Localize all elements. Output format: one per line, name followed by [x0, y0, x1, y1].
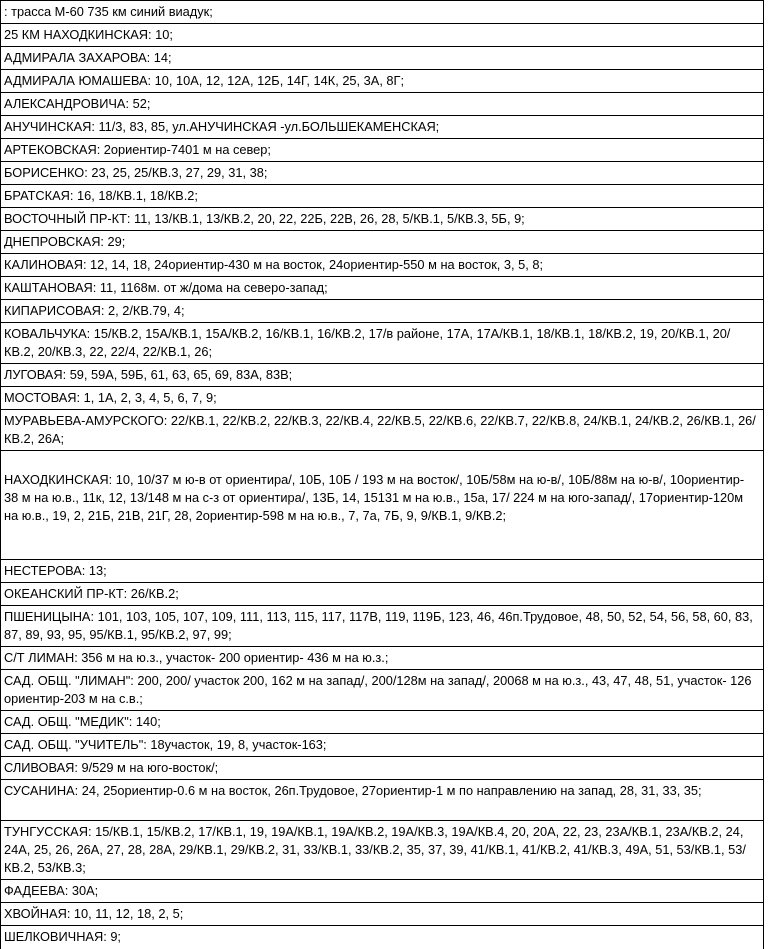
- table-row: АЛЕКСАНДРОВИЧА: 52;: [1, 93, 763, 116]
- table-row: АНУЧИНСКАЯ: 11/3, 83, 85, ул.АНУЧИНСКАЯ -ул.БОЛЬШЕКАМЕНСКАЯ;: [1, 116, 763, 139]
- table-row: 25 КМ НАХОДКИНСКАЯ: 10;: [1, 24, 763, 47]
- table-row: НЕСТЕРОВА: 13;: [1, 560, 763, 583]
- table-row: АДМИРАЛА ЗАХАРОВА: 14;: [1, 47, 763, 70]
- table-row: КИПАРИСОВАЯ: 2, 2/КВ.79, 4;: [1, 300, 763, 323]
- table-row: КОВАЛЬЧУКА: 15/КВ.2, 15А/КВ.1, 15А/КВ.2, 16/КВ.1, 16/КВ.2, 17/в районе, 17А, 17А/КВ.1, 18/КВ.1, 18/КВ.2, 19, 20/КВ.1, 20/КВ.2, 20/КВ.3, 22, 22/4, 22/КВ.1, 26;: [1, 323, 763, 364]
- table-row: ШЕЛКОВИЧНАЯ: 9;: [4, 929, 121, 944]
- table-row: БРАТСКАЯ: 16, 18/КВ.1, 18/КВ.2;: [1, 185, 763, 208]
- table-row: САД. ОБЩ. "УЧИТЕЛЬ": 18участок, 19, 8, участок-163;: [1, 734, 763, 757]
- table-row: СУСАНИНА: 24, 25ориентир-0.6 м на восток, 26п.Трудовое, 27ориентир-1 м по направлению на запад, 28, 31, 33, 35;: [1, 780, 763, 821]
- table-row: БОРИСЕНКО: 23, 25, 25/КВ.3, 27, 29, 31, 38;: [1, 162, 763, 185]
- table-row: КАШТАНОВАЯ: 11, 1168м. от ж/дома на северо-запад;: [1, 277, 763, 300]
- table-row: ХВОЙНАЯ: 10, 11, 12, 18, 2, 5;: [1, 903, 763, 926]
- table-row: ЛУГОВАЯ: 59, 59А, 59Б, 61, 63, 65, 69, 83А, 83В;: [1, 364, 763, 387]
- table-row: ФАДЕЕВА: 30А;: [1, 880, 763, 903]
- table-row: ПШЕНИЦЫНА: 101, 103, 105, 107, 109, 111, 113, 115, 117, 117В, 119, 119Б, 123, 46, 46п.Трудовое, 48, 50, 52, 54, 56, 58, 60, 83, 87, 89, 93, 95, 95/КВ.1, 95/КВ.2, 97, 99;: [1, 606, 763, 647]
- table-row: ДНЕПРОВСКАЯ: 29;: [1, 231, 763, 254]
- table-row: ВОСТОЧНЫЙ ПР-КТ: 11, 13/КВ.1, 13/КВ.2, 20, 22, 22Б, 22В, 26, 28, 5/КВ.1, 5/КВ.3, 5Б, 9;: [1, 208, 763, 231]
- table-row: : трасса М-60 735 км синий виадук;: [1, 1, 763, 24]
- table-row: СЛИВОВАЯ: 9/529 м на юго-восток/;: [1, 757, 763, 780]
- table-row: КАЛИНОВАЯ: 12, 14, 18, 24ориентир-430 м на восток, 24ориентир-550 м на восток, 3, 5, 8;: [1, 254, 763, 277]
- table-row: НАХОДКИНСКАЯ: 10, 10/37 м ю-в от ориентира/, 10Б, 10Б / 193 м на восток/, 10Б/58м на ю-в/, 10Б/88м на ю-в/, 10ориентир- 38 м на ю.в., 11к, 12, 13/148 м на с-з от ориентира/, 13Б, 14, 15131 м на ю.в., 15а, 17/ 224 м на юго-запад/, 17ориентир-120м на ю.в., 19, 2, 21Б, 21В, 21Г, 28, 2ориентир-598 м на ю.в., 7, 7а, 7Б, 9, 9/КВ.1, 9/КВ.2;: [1, 451, 763, 560]
- table-row: АРТЕКОВСКАЯ: 2ориентир-7401 м на север;: [1, 139, 763, 162]
- table-row: АДМИРАЛА ЮМАШЕВА: 10, 10А, 12, 12А, 12Б, 14Г, 14К, 25, 3А, 8Г;: [1, 70, 763, 93]
- table-row: САД. ОБЩ. "ЛИМАН": 200, 200/ участок 200, 162 м на запад/, 200/128м на запад/, 20068 м на ю.з., 43, 47, 48, 51, участок- 126 ориентир-203 м на с.в.;: [1, 670, 763, 711]
- table-row: С/Т ЛИМАН: 356 м на ю.з., участок- 200 ориентир- 436 м на ю.з.;: [1, 647, 763, 670]
- table-row: ОКЕАНСКИЙ ПР-КТ: 26/КВ.2;: [1, 583, 763, 606]
- table-row: МУРАВЬЕВА-АМУРСКОГО: 22/КВ.1, 22/КВ.2, 22/КВ.3, 22/КВ.4, 22/КВ.5, 22/КВ.6, 22/КВ.7, 22/КВ.8, 24/КВ.1, 24/КВ.2, 26/КВ.1, 26/КВ.2, 26А;: [1, 410, 763, 451]
- table-row: ТУНГУССКАЯ: 15/КВ.1, 15/КВ.2, 17/КВ.1, 19, 19А/КВ.1, 19А/КВ.2, 19А/КВ.3, 19А/КВ.4, 20, 20А, 22, 23, 23А/КВ.1, 23А/КВ.2, 24, 24А, 25, 26, 26А, 27, 28, 28А, 29/КВ.1, 29/КВ.2, 31, 33/КВ.1, 33/КВ.2, 35, 37, 39, 41/КВ.1, 41/КВ.2, 41/КВ.3, 49А, 51, 53/КВ.1, 53/КВ.2, 53/КВ.3;: [1, 821, 763, 880]
- table-row: САД. ОБЩ. "МЕДИК": 140;: [1, 711, 763, 734]
- table-row: МОСТОВАЯ: 1, 1А, 2, 3, 4, 5, 6, 7, 9;: [1, 387, 763, 410]
